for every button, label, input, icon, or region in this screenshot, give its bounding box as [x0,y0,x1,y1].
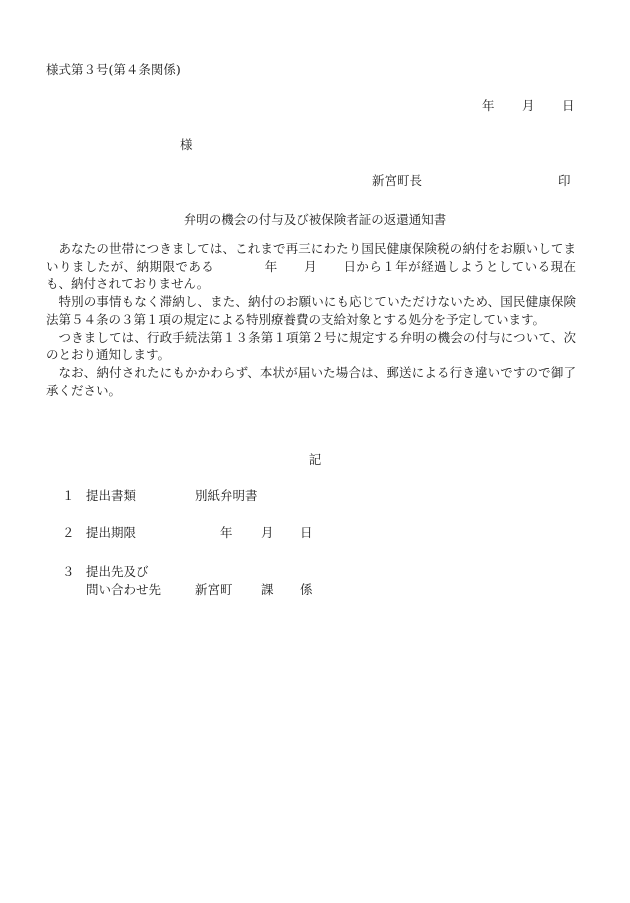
date-day-label: 日 [562,98,575,113]
item-2-day: 日 [300,525,313,540]
item-3-label-line2: 問い合わせ先 [86,582,162,597]
item-3-number: ３ [62,564,75,579]
paragraph-2: 特別の事情もなく滞納し、また、納付のお願いにも応じていただけないため、国民健康保険法第５４条の３第１項の規定による特別療養費の支給対象とする処分を予定しています。 [46,294,576,327]
item-2-month: 月 [261,525,274,540]
date-year-label: 年 [482,98,495,113]
paragraph-1-part-a: あなたの世帯につきましては、これまで再三にわたり国民健康保険税の納付をお願いしてまいりましたが、納期限である [46,241,576,274]
paragraph-3: つきましては、行政手続法第１３条第１項第２号に規定する弁明の機会の付与について、次のとおり通知します。 [46,329,576,363]
document-title: 弁明の機会の付与及び被保険者証の返還通知書 [183,212,447,227]
paragraph-4: なお、納付されたにもかかわらず、本状が届いた場合は、郵送による行き違いですので御了承ください。 [46,364,576,398]
item-1-value: 別紙弁明書 [195,488,258,503]
ki-heading: 記 [308,452,322,467]
paragraph-1-part-b: 日から１年が経過しようとしている現在も、納付されておりません。 [46,258,576,292]
paragraph-1 [46,240,576,293]
paragraph-1-month: 月 [303,258,318,274]
item-3-town: 新宮町 [195,582,233,597]
recipient-honorific: 様 [180,137,193,152]
form-number: 様式第３号(第４条関係) [46,62,181,77]
seal-mark: 印 [558,173,571,188]
item-3-subsection: 係 [300,582,313,597]
item-1-label: 提出書類 [86,488,137,503]
item-3-section: 課 [261,582,274,597]
item-1-number: １ [62,488,75,503]
issuer-name: 新宮町長 [372,173,423,188]
item-2-label: 提出期限 [86,525,137,540]
item-2-year: 年 [220,525,233,540]
item-3-label-line1: 提出先及び [86,564,149,579]
item-2-number: ２ [62,525,75,540]
paragraph-1-year: 年 [264,258,278,274]
body-text [46,240,576,399]
date-month-label: 月 [522,98,535,113]
